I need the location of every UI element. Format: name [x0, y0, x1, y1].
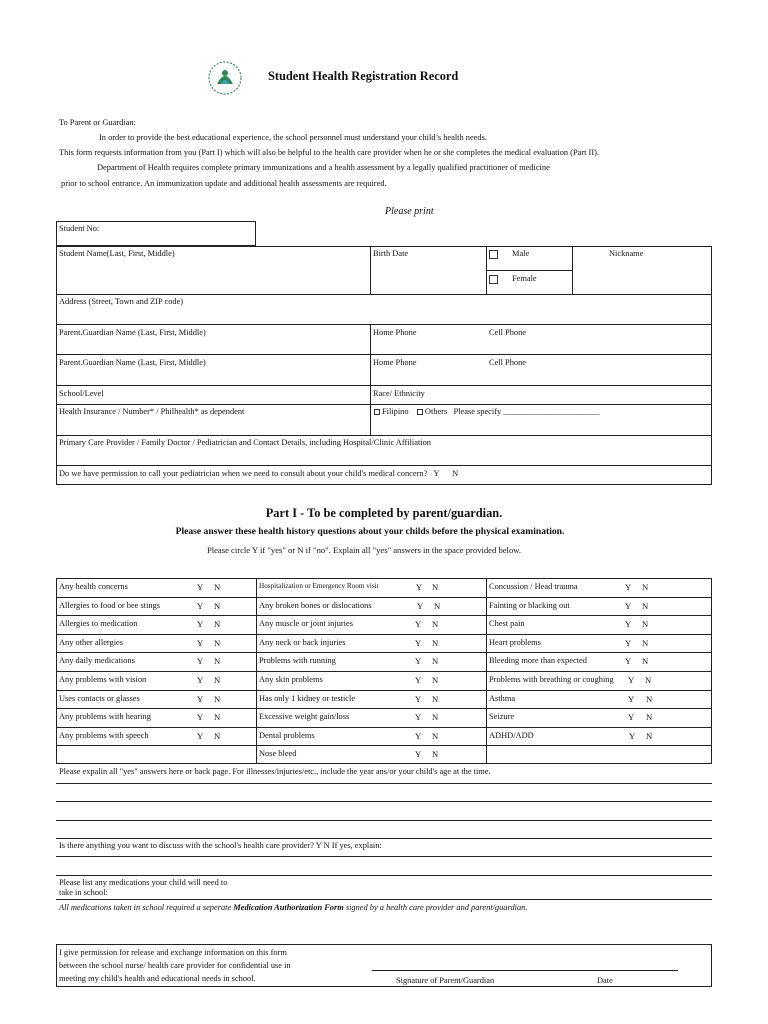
guardian-1-label: Parent.Guardian Name (Last, First, Middle) — [59, 328, 206, 337]
meds-label-line-1: Please list any medications your child will need to — [59, 878, 228, 887]
signature-label: Signature of Parent/Guardian — [396, 976, 495, 985]
intro-line-3: Department of Health requires complete primary immunizations and a health assessment by a legally qualified practitioner of medicine — [97, 163, 550, 172]
explain-line[interactable] — [56, 838, 712, 839]
school-level-label: School/Level — [59, 389, 104, 398]
health-question-label: Bleeding more than expected — [489, 656, 587, 666]
form-title: Student Health Registration Record — [268, 69, 459, 83]
health-question-label: Any neck or back injuries — [259, 637, 346, 647]
permission-question: Do we have permission to call your pediatrician when we need to consult about your child's medical concern? Y N — [59, 469, 459, 478]
answer-no[interactable]: N — [642, 637, 649, 648]
guardian-2-label: Parent.Guardian Name (Last, First, Middle) — [59, 358, 206, 367]
answer-no[interactable]: N — [642, 600, 649, 611]
part1-subtitle: Please answer these health history questions about your childs before the physical examination. — [175, 526, 565, 537]
explain-line[interactable] — [56, 783, 712, 784]
answer-yes[interactable]: Y — [415, 712, 422, 723]
answer-yes[interactable]: Y — [415, 693, 422, 704]
health-question-label: Nose bleed — [259, 749, 297, 759]
health-question-label: Concussion / Head trauma — [489, 582, 578, 591]
answer-yes[interactable]: Y — [628, 675, 635, 685]
birth-date-label: Birth Date — [373, 249, 409, 258]
discuss-line[interactable] — [56, 856, 712, 857]
please-specify-label: Please specify _______________________ — [453, 407, 600, 416]
salutation: To Parent or Guardian: — [59, 118, 136, 127]
health-question-label: ADHD/ADD — [489, 730, 534, 740]
answer-no[interactable]: N — [214, 730, 221, 741]
health-question-label: Has only 1 kidney or testicle — [259, 693, 356, 703]
answer-no[interactable]: N — [214, 675, 221, 685]
answer-no[interactable]: N — [432, 730, 439, 741]
insurance-label: Health Insurance / Number* / Philhealth* as dependent — [59, 407, 245, 416]
home-phone-2-label: Home Phone — [373, 358, 417, 367]
intro-line-1: In order to provide the best educational experience, the school personnel must understand your child’s health needs. — [99, 133, 487, 142]
answer-no[interactable]: N — [214, 582, 221, 592]
health-question-label: Seizure — [489, 712, 515, 722]
male-checkbox[interactable] — [489, 250, 498, 259]
answer-no[interactable]: N — [646, 712, 653, 723]
answer-no[interactable]: N — [432, 582, 439, 592]
answer-yes[interactable]: Y — [625, 637, 632, 648]
health-question-label: Allergies to medication — [59, 619, 138, 629]
answer-yes[interactable]: Y — [197, 619, 204, 630]
answer-yes[interactable]: Y — [628, 712, 635, 723]
explain-line[interactable] — [56, 820, 712, 821]
answer-yes[interactable]: Y — [197, 730, 204, 741]
meds-line[interactable] — [56, 899, 712, 900]
answer-no[interactable]: N — [214, 619, 221, 630]
answer-no[interactable]: N — [432, 656, 439, 667]
health-question-label: Hospitalization or Emergency Room visit — [259, 582, 379, 590]
health-question-label: Any problems with hearing — [59, 712, 151, 722]
answer-yes[interactable]: Y — [197, 582, 204, 592]
female-checkbox[interactable] — [489, 275, 498, 284]
answer-yes[interactable]: Y — [197, 693, 204, 704]
health-question-label: Any health concerns — [59, 582, 128, 591]
answer-yes[interactable]: Y — [415, 675, 422, 685]
filipino-label: Filipino — [382, 407, 409, 416]
answer-yes[interactable]: Y — [197, 656, 204, 667]
permission-no[interactable]: N — [452, 469, 459, 478]
health-question-label: Asthma — [489, 693, 516, 703]
health-question-label: Any broken bones or dislocations — [259, 600, 372, 610]
health-question-label: Problems with breathing or coughing — [489, 675, 614, 684]
address-label: Address (Street, Town and ZIP code) — [59, 297, 184, 306]
filipino-checkbox[interactable] — [374, 409, 380, 415]
health-question-label: Any problems with speech — [59, 730, 149, 740]
answer-no[interactable]: N — [646, 730, 653, 741]
answer-yes[interactable]: Y — [415, 730, 422, 741]
health-question-label: Any problems with vision — [59, 675, 147, 684]
answer-yes[interactable]: Y — [625, 582, 632, 592]
permission-yes[interactable]: Y — [433, 469, 440, 478]
health-question-label: Any skin problems — [259, 675, 323, 684]
health-question-label: Problems with running — [259, 656, 336, 666]
primary-care-label: Primary Care Provider / Family Doctor / Pediatrician and Contact Details, including Hospital/Clinic Affiliation — [59, 438, 431, 447]
health-question-label: Excessive weight gain/loss — [259, 712, 350, 722]
answer-no[interactable]: N — [432, 619, 439, 630]
signature-line[interactable] — [372, 970, 678, 971]
part1-instruction: Please circle Y if "yes" or N if "no". Explain all "yes" answers in the space provided below. — [206, 545, 522, 555]
answer-no[interactable]: N — [642, 582, 649, 592]
part1-title: Part I - To be completed by parent/guardian. — [265, 506, 503, 520]
answer-yes[interactable]: Y — [415, 619, 422, 630]
consent-line-3: meeting my child's health and educational needs in school. — [59, 974, 256, 983]
health-question-label: Any muscle or joint injuries — [259, 619, 353, 629]
answer-no[interactable]: N — [214, 600, 221, 611]
answer-yes[interactable]: Y — [415, 749, 422, 760]
answer-yes[interactable]: Y — [197, 712, 204, 723]
meds-label-line-2: take in school: — [59, 888, 108, 897]
answer-yes[interactable]: Y — [197, 637, 204, 648]
explain-label: Please expalin all "yes" answers here or back page. For illnesses/injuries/etc., include the year ans/or your child's age at the time. — [59, 767, 491, 776]
health-question-label: Heart problems — [489, 637, 541, 647]
health-question-label: Any daily medications — [59, 656, 135, 666]
male-label: Male — [512, 249, 530, 258]
answer-no[interactable]: N — [432, 712, 439, 723]
others-checkbox[interactable] — [417, 409, 423, 415]
cell-phone-1-label: Cell Phone — [489, 328, 526, 337]
answer-no[interactable]: N — [214, 693, 221, 704]
health-question-label: Any other allergies — [59, 637, 124, 647]
intro-line-2: This form requests information from you (Part I) which will also be helpful to the health care provider when he or she completes the medical evaluation (Part II). — [59, 148, 600, 157]
meds-note: All medications taken in school required a seperate Medication Authorization Form signed by a health care provider and parent/guardian. — [59, 903, 528, 912]
answer-yes[interactable]: Y — [625, 619, 632, 630]
answer-no[interactable]: N — [214, 637, 221, 648]
answer-no[interactable]: N — [432, 637, 439, 648]
answer-yes[interactable]: Y — [415, 656, 422, 667]
consent-line-2: between the school nurse/ health care provider for confidential use in — [59, 961, 291, 970]
student-name-label: Student Name(Last, First, Middle) — [59, 249, 175, 258]
answer-no[interactable]: N — [214, 712, 221, 723]
health-question-label: Uses contacts or glasses — [59, 693, 140, 703]
answer-no[interactable]: N — [646, 693, 653, 704]
home-phone-1-label: Home Phone — [373, 328, 417, 337]
nickname-label: Nickname — [609, 249, 644, 258]
intro-line-4: prior to school entrance. An immunization update and additional health assessments are required. — [61, 179, 387, 188]
answer-no[interactable]: N — [642, 619, 649, 630]
answer-no[interactable]: N — [214, 656, 221, 667]
answer-yes[interactable]: Y — [415, 637, 422, 648]
answer-yes[interactable]: Y — [628, 693, 635, 704]
answer-no[interactable]: N — [432, 675, 439, 685]
discuss-label: Is there anything you want to discuss with the school's health care provider? Y N If yes, explain: — [59, 841, 382, 850]
answer-no[interactable]: N — [434, 600, 441, 611]
consent-line-1: I give permission for release and exchange information on this form — [59, 948, 287, 957]
health-question-label: Fainting or blacking out — [489, 600, 570, 610]
answer-yes[interactable]: Y — [625, 600, 632, 611]
answer-no[interactable]: N — [645, 675, 652, 685]
please-print: Please print — [385, 206, 434, 217]
answer-no[interactable]: N — [642, 656, 649, 667]
student-no-label: Student No: — [59, 224, 100, 233]
cell-phone-2-label: Cell Phone — [489, 358, 526, 367]
health-question-label: Allergies to food or bee stings — [59, 600, 161, 610]
answer-yes[interactable]: Y — [416, 582, 423, 592]
discuss-line[interactable] — [56, 875, 712, 876]
answer-yes[interactable]: Y — [417, 600, 424, 611]
answer-yes[interactable]: Y — [197, 675, 204, 685]
race-label: Race/ Ethnicity — [373, 389, 425, 398]
health-question-label: Dental problems — [259, 730, 315, 740]
answer-no[interactable]: N — [432, 693, 439, 704]
others-label: Others — [424, 407, 448, 416]
school-logo — [205, 58, 245, 98]
female-label: Female — [512, 274, 537, 283]
answer-yes[interactable]: Y — [625, 656, 632, 667]
explain-line[interactable] — [56, 801, 712, 802]
answer-yes[interactable]: Y — [629, 730, 636, 741]
date-label: Date — [597, 976, 613, 985]
health-question-label: Chest pain — [489, 619, 525, 629]
answer-yes[interactable]: Y — [197, 600, 204, 611]
answer-no[interactable]: N — [432, 749, 439, 760]
